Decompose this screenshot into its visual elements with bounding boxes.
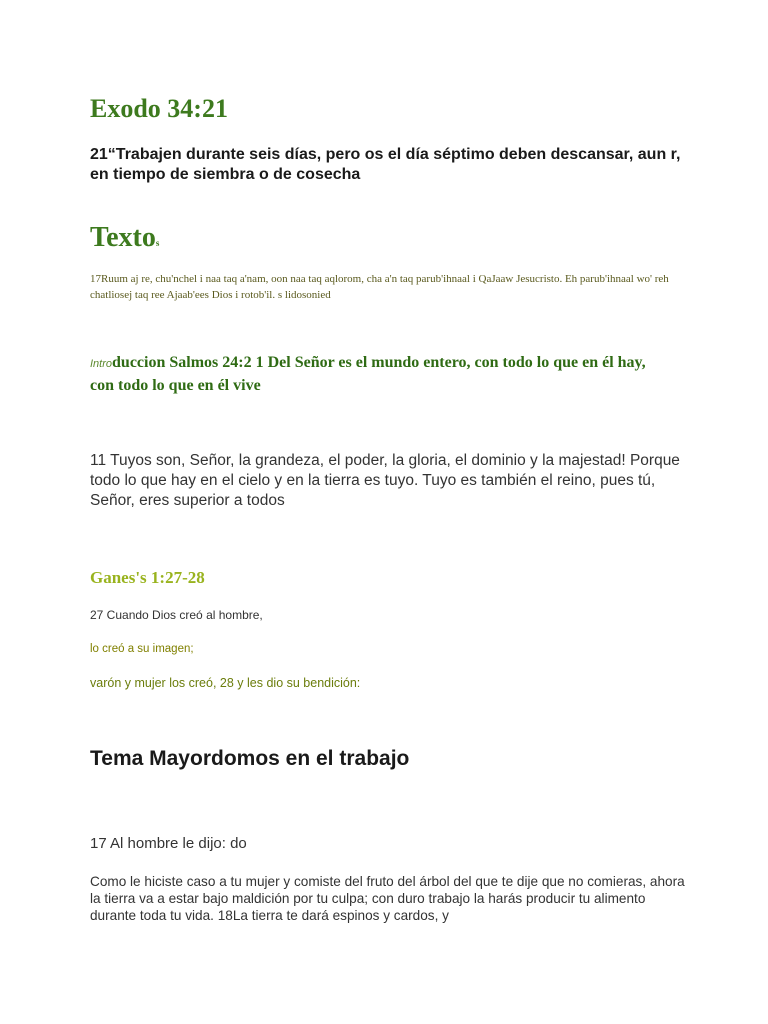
- heading-textos-suffix: s: [155, 238, 160, 248]
- heading-tema: Tema Mayordomos en el trabajo: [90, 747, 410, 770]
- heading-exodo: Exodo 34:21: [90, 94, 228, 123]
- ganes-line-3: varón y mujer los creó, 28 y les dio su bendición:: [90, 676, 361, 690]
- heading-textos-main: Texto: [90, 222, 156, 253]
- paragraph-como: Como le hiciste caso a tu mujer y comiste del fruto del árbol del que te dije que no comieras, ahora la tierra va a estar bajo maldición por tu culpa; con duro trabajo la harás producir tu alimento durante toda tu vida. 18La tierra te dará espinos y cardos, y: [90, 874, 685, 923]
- verse-tuyos: 11 Tuyos son, Señor, la grandeza, el poder, la gloria, el dominio y la majestad! Porque todo lo que hay en el cielo y en la tierra es tuyo. Tuyo es también el reino, pues tú, Señor, eres superior a todos: [90, 452, 680, 509]
- ganes-line-1: 27 Cuando Dios creó al hombre,: [90, 608, 263, 622]
- intro-prefix: Intro: [90, 358, 113, 370]
- textos-paragraph: 17Ruum aj re, chu'nchel i naa taq a'nam, oon naa taq aqlorom, cha a'n taq parub'ihnaal i QaJaaw Jesucristo. Eh parub'ihnaal wo' reh chatliosej taq ree Ajaab'ees Dios i rotob'il. s lidosonied: [90, 273, 669, 301]
- ganes-line-2: lo creó a su imagen;: [90, 643, 194, 655]
- heading-ganes: Ganes's 1:27-28: [90, 568, 205, 587]
- heading-introduccion: [90, 352, 670, 397]
- verse-17: 17 Al hombre le dijo: do: [90, 835, 247, 852]
- verse-exodo: 21“Trabajen durante seis días, pero os el día séptimo deben descansar, aun r, en tiempo de siembra o de cosecha: [90, 146, 681, 183]
- heading-textos: [90, 220, 159, 261]
- intro-rest: duccion Salmos 24:2 1 Del Señor es el mundo entero, con todo lo que en él hay, con todo lo que en él vive: [90, 354, 646, 394]
